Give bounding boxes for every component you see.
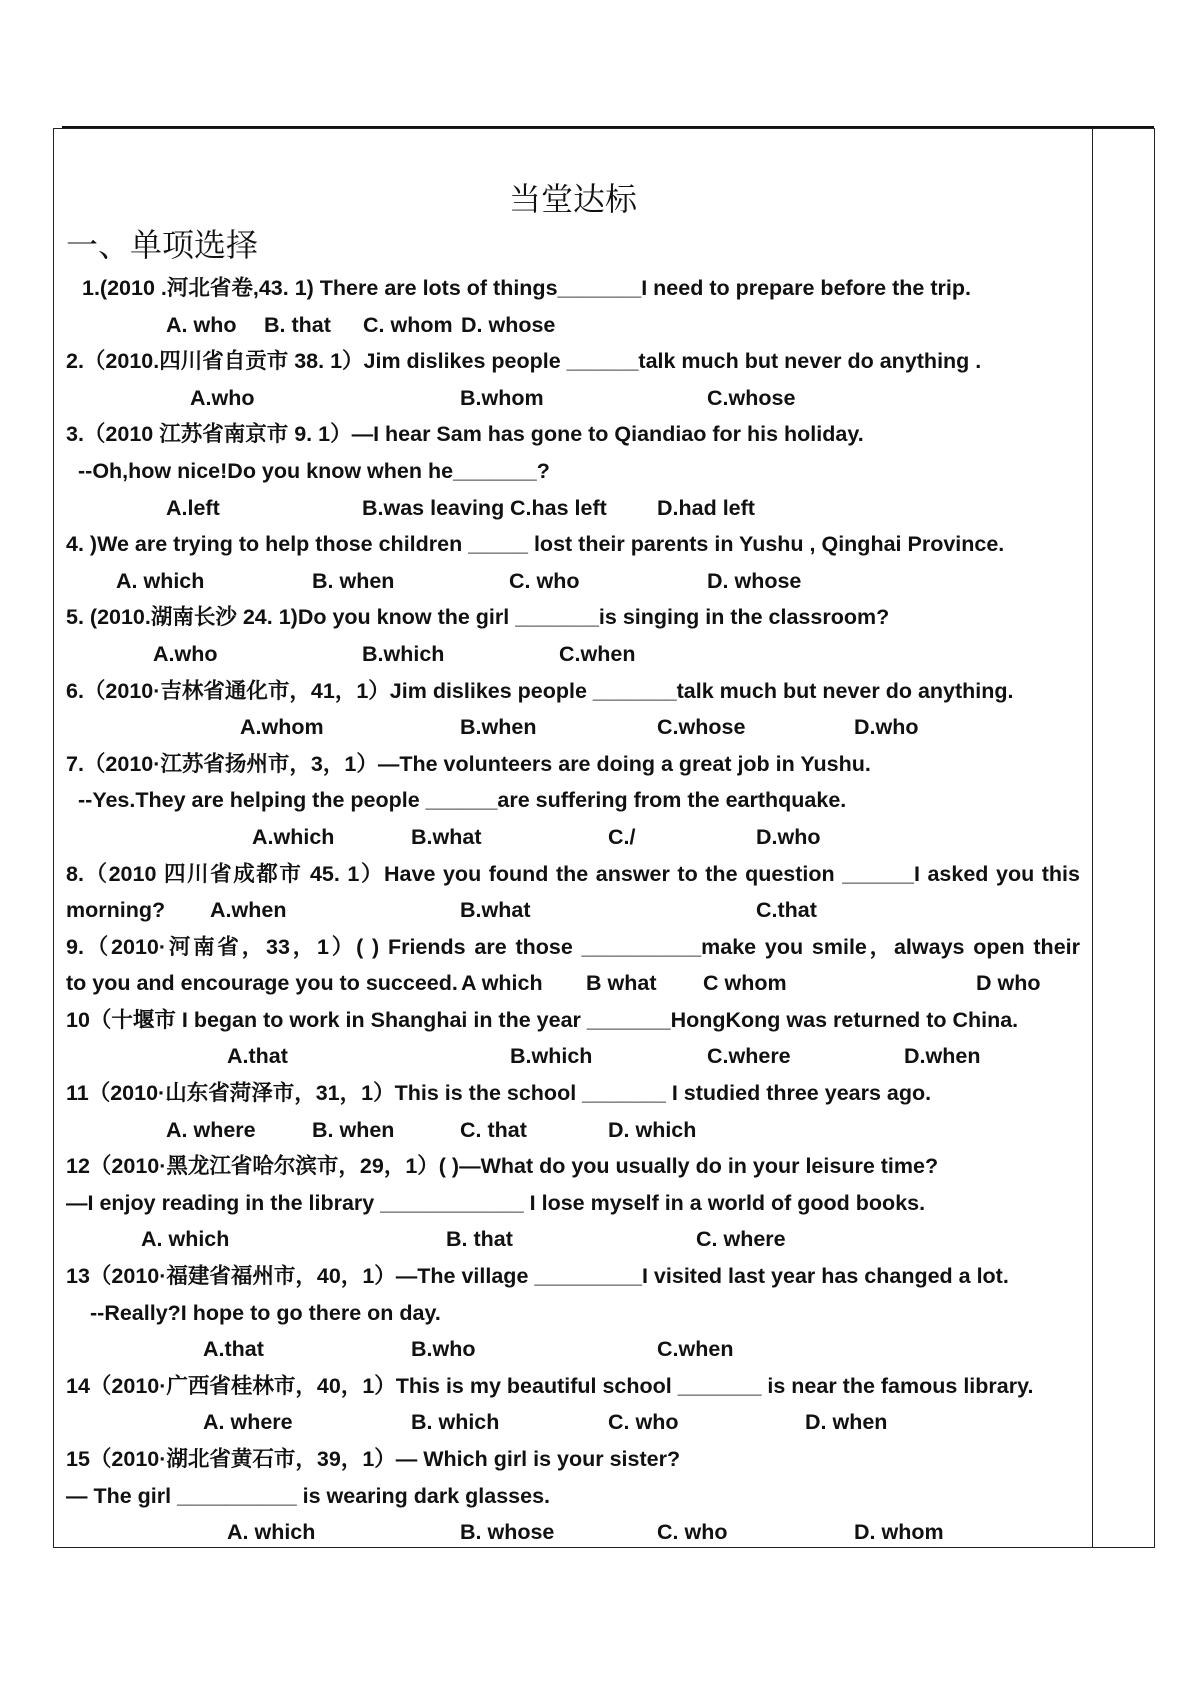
option: C. where: [696, 1227, 786, 1252]
option: C.when: [559, 641, 636, 666]
option: C. who: [509, 568, 580, 593]
question-15-continued: — The girl __________ is wearing dark glasses.: [66, 1483, 551, 1508]
option: A.that: [203, 1337, 264, 1362]
question-3-options: [66, 490, 1080, 527]
option: B.which: [510, 1044, 593, 1069]
worksheet-content: [66, 176, 1080, 1551]
question-3: 3.（2010 江苏省南京市 9. 1）—I hear Sam has gone to Qiandiao for his holiday.: [66, 422, 864, 447]
question-15: 15（2010·湖北省黄石市，39，1）— Which girl is your sister?: [66, 1447, 681, 1471]
option: A. where: [203, 1410, 293, 1435]
option: D. whom: [854, 1520, 944, 1545]
question-6: 6.（2010·吉林省通化市，41，1）Jim dislikes people _______talk much but never do anything.: [66, 678, 1014, 703]
question-5: 5. (2010.湖南长沙 24. 1)Do you know the girl _______is singing in the classroom?: [66, 605, 890, 630]
option: A. which: [227, 1520, 316, 1545]
option: D.had left: [657, 495, 755, 520]
option: D. which: [608, 1117, 697, 1142]
option: B what: [586, 971, 657, 996]
option: C.where: [707, 1044, 791, 1069]
option: C./: [608, 824, 636, 849]
question-4: 4. )We are trying to help those children _____ lost their parents in Yushu , Qinghai Province.: [66, 532, 1005, 557]
section-heading: 一、单项选择: [66, 226, 259, 264]
option: D. whose: [461, 312, 556, 337]
option: C. that: [460, 1117, 527, 1142]
option: D. whose: [707, 568, 802, 593]
question-3-continued: --Oh,how nice!Do you know when he_______?: [78, 458, 550, 483]
question-8-line-2: [66, 892, 1080, 929]
question-7-options: [66, 819, 1080, 856]
option: B. whose: [460, 1520, 555, 1545]
option: A. where: [166, 1117, 256, 1142]
option: C.that: [756, 898, 817, 923]
question-12-options: [66, 1221, 1080, 1258]
question-12-continued: —I enjoy reading in the library ____________ I lose myself in a world of good books.: [66, 1190, 926, 1215]
question-8-continued: morning?: [66, 898, 166, 923]
question-7: 7.（2010·江苏省扬州市，3，1）—The volunteers are doing a great job in Yushu.: [66, 751, 871, 776]
option: C. who: [608, 1410, 679, 1435]
option: D.who: [854, 715, 919, 740]
question-10: 10（十堰市 I began to work in Shanghai in the year _______HongKong was returned to China.: [66, 1007, 1019, 1032]
option: B. which: [411, 1410, 500, 1435]
question-15-options: [66, 1514, 1080, 1551]
question-6-options: [66, 709, 1080, 746]
question-8: 8.（2010 四川省成都市 45. 1）Have you found the answer to the question ______I asked you this: [66, 861, 1080, 886]
question-12: 12（2010·黑龙江省哈尔滨市，29，1）( )—What do you usually do in your leisure time?: [66, 1154, 939, 1179]
option: B. that: [446, 1227, 513, 1252]
option: A which: [461, 971, 543, 996]
question-7-continued: --Yes.They are helping the people ______are suffering from the earthquake.: [78, 788, 847, 813]
question-10-options: [66, 1038, 1080, 1075]
option: D.when: [904, 1044, 981, 1069]
option: C.has left: [510, 495, 607, 520]
option: B.which: [362, 641, 445, 666]
question-14: 14（2010·广西省桂林市，40，1）This is my beautiful school _______ is near the famous library.: [66, 1373, 1034, 1398]
question-4-options: [66, 563, 1080, 600]
option: B.was leaving: [362, 495, 505, 520]
option: C.whose: [657, 715, 746, 740]
option: B. that: [264, 312, 331, 337]
question-2: 2.（2010.四川省自贡市 38. 1）Jim dislikes people ______talk much but never do anything .: [66, 349, 982, 374]
question-9-continued: to you and encourage you to succeed.: [66, 971, 458, 996]
option: C. whom: [363, 312, 453, 337]
question-1: 1.(2010 .河北省卷,43. 1) There are lots of things_______I need to prepare before the trip.: [82, 276, 971, 300]
question-13-continued: --Really?I hope to go there on day.: [90, 1300, 441, 1325]
option: C. who: [657, 1520, 728, 1545]
question-14-options: [66, 1404, 1080, 1441]
option: A.whom: [240, 715, 324, 740]
option: B.what: [411, 824, 482, 849]
question-5-options: [66, 636, 1080, 673]
option: A.which: [252, 824, 335, 849]
option: D who: [976, 971, 1041, 996]
option: A. which: [141, 1227, 230, 1252]
option: B.when: [460, 715, 537, 740]
question-1-options: [66, 307, 1080, 344]
option: A.that: [227, 1044, 288, 1069]
page-title: 当堂达标: [508, 180, 637, 218]
option: A. which: [116, 568, 205, 593]
option: D. when: [805, 1410, 888, 1435]
question-9: 9.（2010·河南省，33，1）( ) Friends are those __________make you smile，always open their: [66, 934, 1080, 959]
option: C whom: [703, 971, 787, 996]
option: B.whom: [460, 385, 544, 410]
option: A. who: [166, 312, 237, 337]
question-13-options: [66, 1331, 1080, 1368]
option: D.who: [756, 824, 821, 849]
option: A.who: [153, 641, 218, 666]
option: B.who: [411, 1337, 476, 1362]
option: B.what: [460, 898, 531, 923]
option: B. when: [312, 1117, 395, 1142]
side-column-divider: [1092, 128, 1093, 1548]
question-11: 11（2010·山东省菏泽市，31，1）This is the school _______ I studied three years ago.: [66, 1081, 932, 1106]
option: B. when: [312, 568, 395, 593]
option: A.left: [166, 495, 220, 520]
question-11-options: [66, 1112, 1080, 1149]
option: C.when: [657, 1337, 734, 1362]
option: C.whose: [707, 385, 796, 410]
question-13: 13（2010·福建省福州市，40，1）—The village _________I visited last year has changed a lot.: [66, 1264, 1009, 1289]
question-2-options: [66, 380, 1080, 417]
question-9-line-2: [66, 965, 1080, 1002]
option: A.who: [190, 385, 255, 410]
option: A.when: [210, 898, 287, 923]
